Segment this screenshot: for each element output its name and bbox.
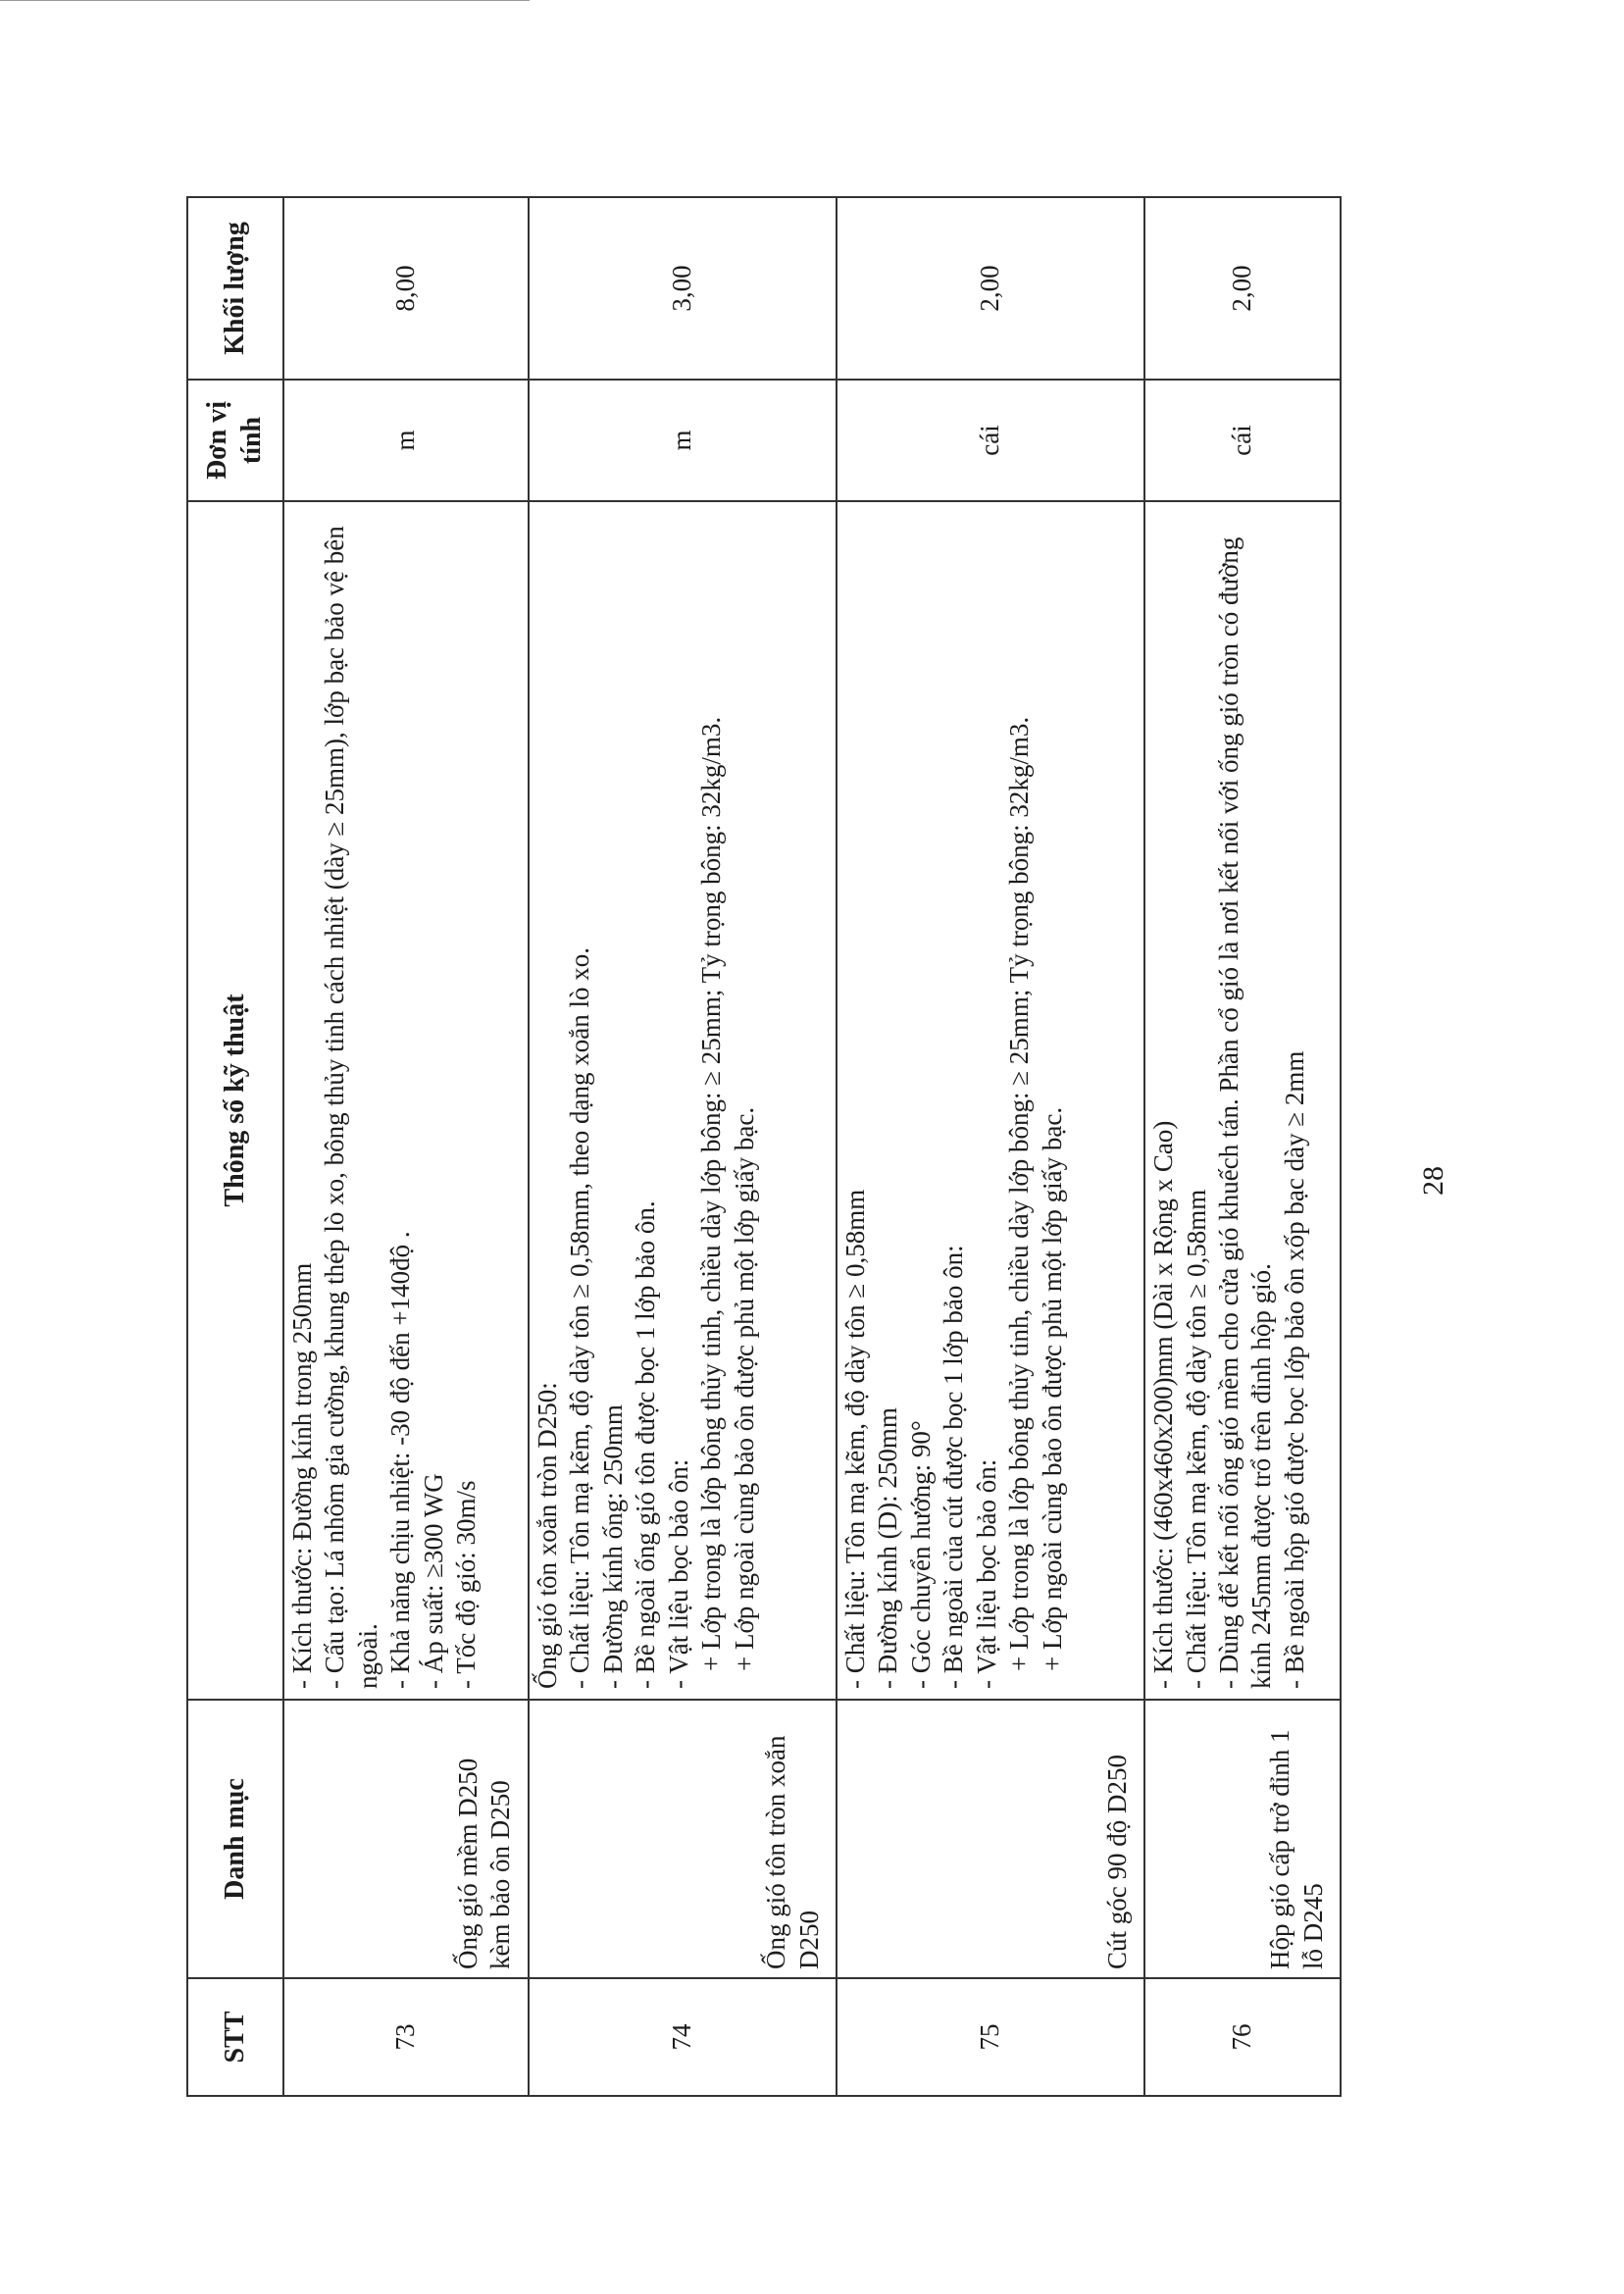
row-specs [529, 501, 837, 1700]
rotated-table-container [186, 198, 1342, 2097]
spec-line: - Cấu tạo: Lá nhôm gia cường, khung thép lò xo, bông thủy tinh cách nhiệt (dày ≥ 25mm), lớp bạc bảo vệ bên ngoài. [320, 526, 382, 1689]
spec-line: - Bề ngoài của cút được bọc 1 lớp bảo ôn: [939, 1245, 969, 1689]
row-item-name: Hộp gió cấp trở đỉnh 1 lỗ D245 [1144, 1700, 1341, 1978]
row-unit: m [283, 380, 529, 501]
row-unit: cái [1144, 380, 1341, 501]
spec-line: - Góc chuyển hướng: 90° [905, 1420, 936, 1689]
row-item-name: Ống gió tôn tròn xoắn D250 [529, 1700, 837, 1978]
scan-edge-mark [0, 0, 530, 1]
page-number: 28 [1417, 1166, 1449, 1196]
header-stt: STT [187, 1978, 283, 2096]
specification-table [186, 196, 1342, 2097]
row-quantity: 8,00 [283, 197, 529, 380]
spec-line: - Vật liệu bọc bảo ôn: [663, 1458, 693, 1689]
row-unit: cái [837, 380, 1144, 501]
spec-line: - Đường kính (D): 250mm [873, 1407, 903, 1689]
spec-line: + Lớp trong là lớp bông thủy tinh, chiều dày lớp bông: ≥ 25mm; Tỷ trọng bông: 32kg/m3. [696, 716, 727, 1671]
table-row [837, 197, 1144, 2096]
row-item-name: Cút góc 90 độ D250 [837, 1700, 1144, 1978]
spec-line: - Bề ngoài hộp gió được bọc lớp bảo ôn xốp bạc dày ≥ 2mm [1279, 1050, 1309, 1689]
spec-line: + Lớp trong là lớp bông thủy tinh, chiều dày lớp bông: ≥ 25mm; Tỷ trọng bông: 32kg/m3. [1004, 716, 1035, 1671]
header-khoi-luong: Khối lượng [187, 197, 283, 380]
spec-line: - Bề ngoài ống gió tôn được bọc 1 lớp bảo ôn. [631, 1200, 661, 1689]
table-row [283, 197, 529, 2096]
spec-line: - Tốc độ gió: 30m/s [451, 1480, 482, 1689]
table-row [529, 197, 837, 2096]
header-thong-so: Thông số kỹ thuật [187, 501, 283, 1700]
row-stt: 75 [837, 1978, 1144, 2096]
spec-line: + Lớp ngoài cùng bảo ôn được phủ một lớp giấy bạc. [729, 1106, 759, 1671]
spec-line: - Kích thước: (460x460x200)mm (Dài x Rộng x Cao) [1148, 1120, 1179, 1689]
spec-line: - Chất liệu: Tôn mạ kẽm, độ dày tôn ≥ 0,58mm [839, 1189, 870, 1689]
header-row [187, 197, 283, 2096]
spec-line: - Chất liệu: Tôn mạ kẽm, độ dày tôn ≥ 0,58mm [1181, 1189, 1211, 1689]
row-unit: m [529, 380, 837, 501]
spec-line: - Đường kính ống: 250mm [597, 1404, 628, 1689]
row-specs [837, 501, 1144, 1700]
row-specs [1144, 501, 1341, 1700]
row-stt: 73 [283, 1978, 529, 2096]
spec-line: - Vật liệu bọc bảo ôn: [971, 1458, 1001, 1689]
row-stt: 76 [1144, 1978, 1341, 2096]
row-item-name: Ống gió mềm D250 kèm bảo ôn D250 [283, 1700, 529, 1978]
header-danh-muc: Danh mục [187, 1700, 283, 1978]
row-stt: 74 [529, 1978, 837, 2096]
spec-line: - Khả năng chịu nhiệt: -30 độ đến +140độ . [385, 1231, 416, 1689]
table-row [1144, 197, 1341, 2096]
header-don-vi: Đơn vị tính [187, 380, 283, 501]
row-specs [283, 501, 529, 1700]
spec-line: - Kích thước: Đường kính trong 250mm [287, 1262, 317, 1689]
spec-line: - Dùng để kết nối ống gió mềm cho cửa gió khuếch tán. Phần cổ gió là nơi kết nối với ống gió tròn có đường kính 245mm được trổ trên đỉnh hộp gió. [1214, 536, 1277, 1689]
spec-line: - Chất liệu: Tôn mạ kẽm, độ dày tôn ≥ 0,58mm, theo dạng xoắn lò xo. [565, 947, 595, 1689]
spec-line: - Áp suất: ≥300 WG [418, 1473, 448, 1689]
spec-line: Ống gió tôn xoắn tròn D250: [532, 1382, 562, 1689]
row-quantity: 2,00 [837, 197, 1144, 380]
row-quantity: 3,00 [529, 197, 837, 380]
spec-line: + Lớp ngoài cùng bảo ôn được phủ một lớp giấy bạc. [1037, 1106, 1067, 1671]
row-quantity: 2,00 [1144, 197, 1341, 380]
